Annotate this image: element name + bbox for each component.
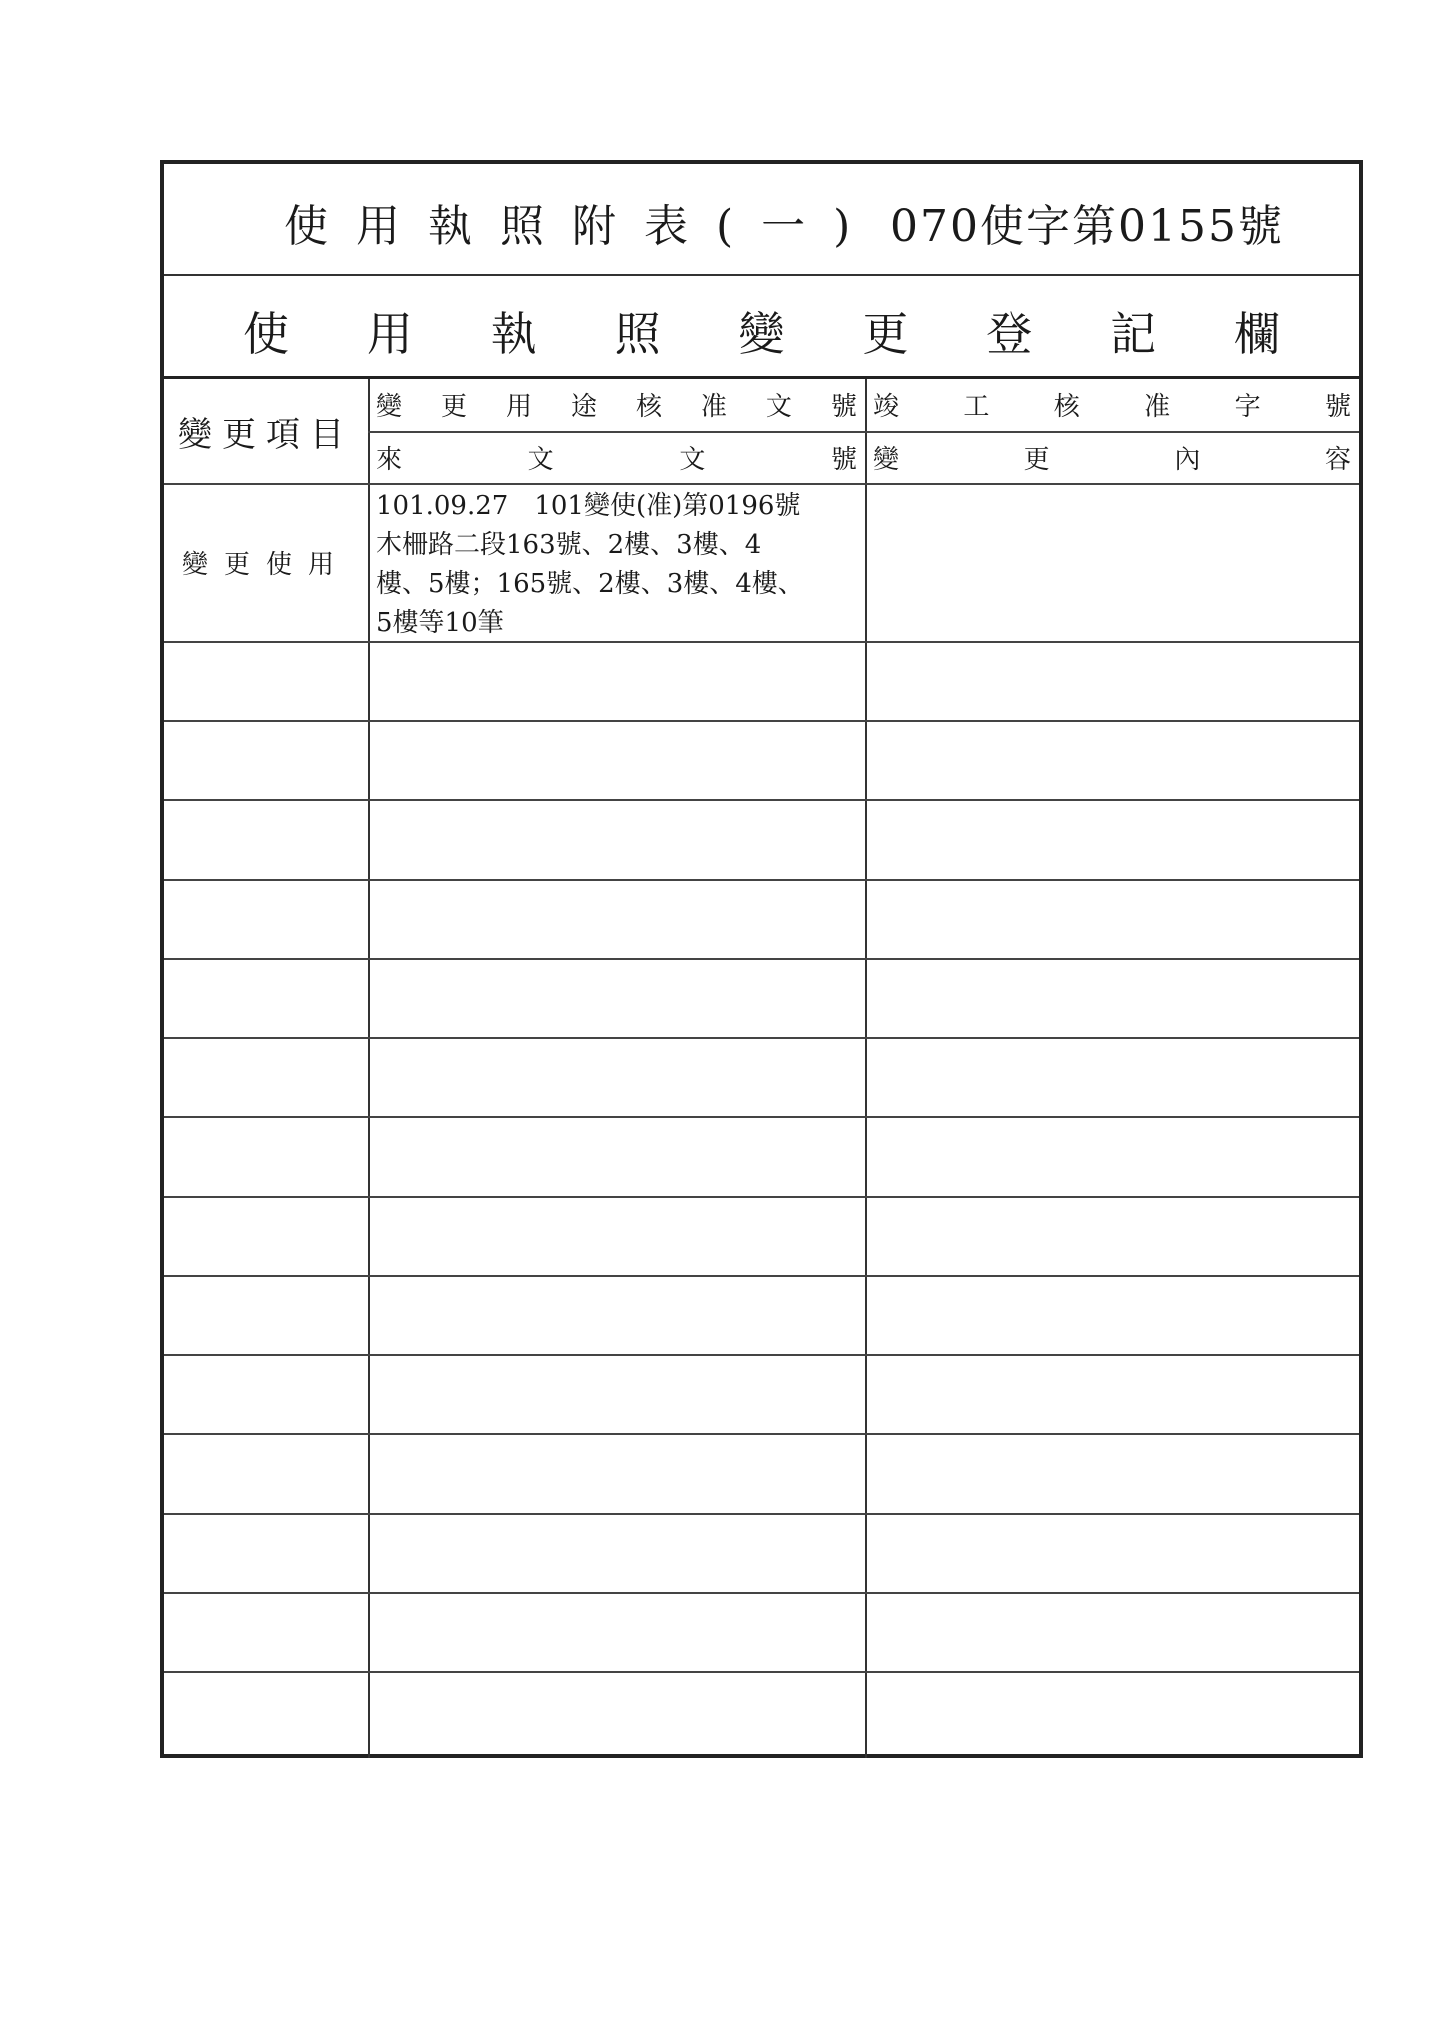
row-divider [164,1671,1359,1673]
header-char: 更 [440,391,467,422]
header-char: 文 [765,391,792,422]
heading-char: 用 [366,307,413,361]
incoming-document-header [368,432,865,482]
header-char: 來 [376,444,403,475]
title-row [164,164,1359,276]
heading-char: 更 [862,307,909,361]
header-char: 准 [1144,391,1171,422]
row-divider [164,1354,1359,1356]
row-divider [164,1037,1359,1039]
row-divider [164,1513,1359,1515]
header-char: 准 [700,391,727,422]
row-divider [164,1196,1359,1198]
header-char: 途 [570,391,597,422]
header-char: 變 [873,444,900,475]
approval-number-header [368,379,865,429]
heading-char: 變 [738,307,785,361]
header-char: 工 [963,391,990,422]
row-divider [164,799,1359,801]
entry-line: 樓、5樓；165號、2樓、3樓、4樓、 [376,569,804,599]
row-divider [164,879,1359,881]
entry-line: 木柵路二段163號、2樓、3樓、4 [376,530,762,560]
header-char: 文 [679,444,706,475]
row-divider [164,958,1359,960]
completion-number-header [865,379,1359,429]
header-char: 字 [1234,391,1261,422]
change-entry-text [376,487,876,643]
header-char: 內 [1174,444,1201,475]
form-title: 使用執照附表(一) [284,201,879,252]
heading-char: 記 [1110,307,1157,361]
header-char: 號 [830,444,857,475]
item-column-header: 變更項目 [178,414,354,455]
header-char: 竣 [873,391,900,422]
change-item-label: 變更使用 [181,549,350,580]
heading-char: 欄 [1233,307,1280,361]
entry-line: 5樓等10筆 [376,608,504,638]
license-number: 070使字第0155號 [890,201,1284,252]
change-content-header [865,432,1359,482]
header-char: 文 [527,444,554,475]
license-form [160,160,1363,1758]
header-char: 更 [1023,444,1050,475]
header-char: 變 [376,391,403,422]
section-heading [164,298,1359,364]
heading-char: 照 [614,307,661,361]
column-divider [368,379,370,1758]
header-char: 用 [505,391,532,422]
header-char: 核 [1053,391,1080,422]
row-divider [164,1116,1359,1118]
header-char: 號 [830,391,857,422]
row-divider [164,1592,1359,1594]
change-register-table [164,379,1359,1758]
entry-line: 101.09.27 101變使(准)第0196號 [376,491,801,521]
header-char: 容 [1324,444,1351,475]
header-char: 號 [1324,391,1351,422]
row-divider [164,1433,1359,1435]
header-char: 核 [635,391,662,422]
row-divider [164,1275,1359,1277]
row-divider [164,720,1359,722]
heading-char: 登 [986,307,1033,361]
heading-row [164,276,1359,379]
heading-char: 使 [242,307,289,361]
heading-char: 執 [490,307,537,361]
